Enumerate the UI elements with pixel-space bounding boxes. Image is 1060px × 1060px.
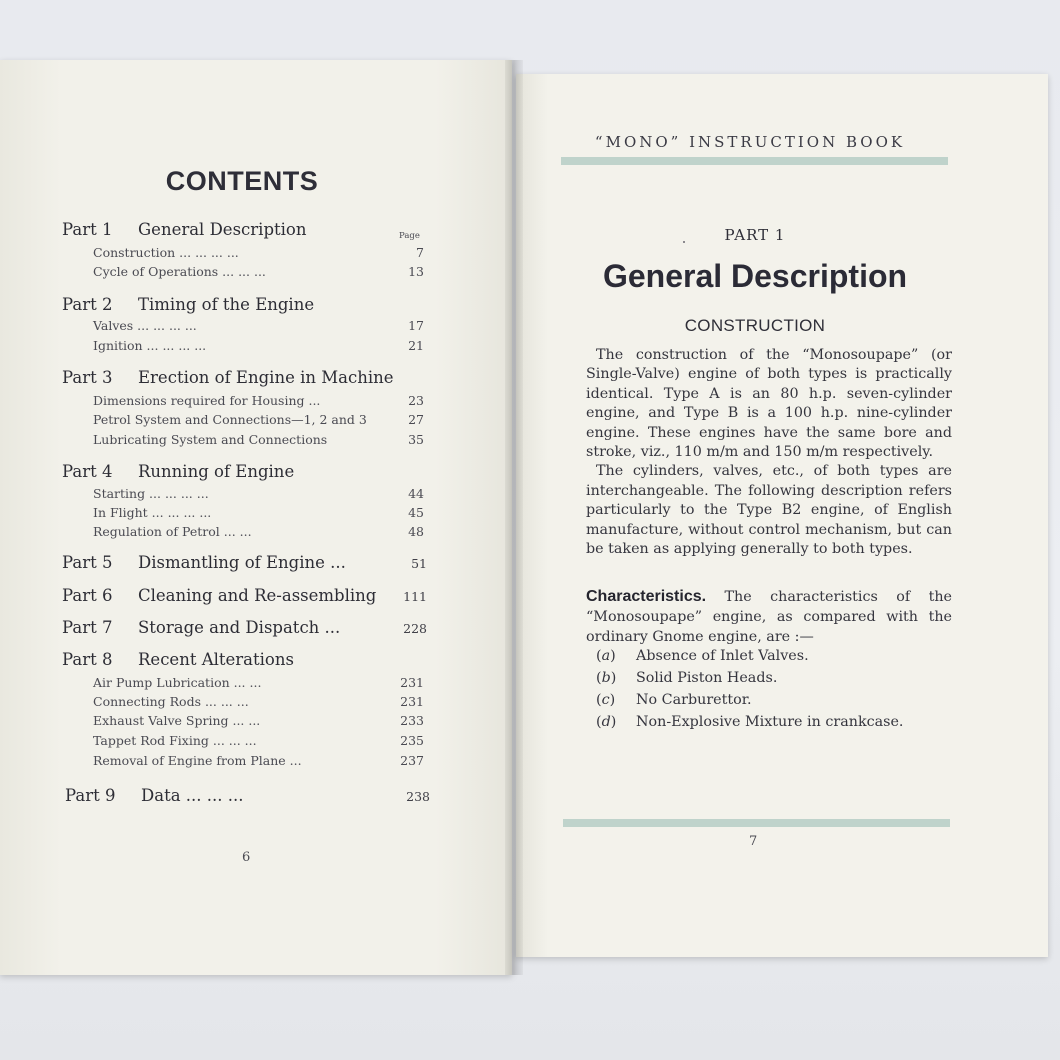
part-title: Dismantling of Engine ... xyxy=(138,553,346,572)
item-page: 35 xyxy=(408,432,424,447)
toc-part-5 xyxy=(62,553,427,577)
part-title: General Description xyxy=(138,220,307,239)
toc-item xyxy=(93,675,424,693)
part-title: Cleaning and Re-assembling xyxy=(138,586,377,605)
toc-item xyxy=(93,412,424,430)
part-number: Part 4 xyxy=(62,462,113,481)
item-page: 23 xyxy=(408,393,424,408)
item-title: Valves ... ... ... ... xyxy=(93,318,197,333)
left-page-number: 6 xyxy=(242,850,251,865)
toc-part-2 xyxy=(62,295,427,319)
toc-item xyxy=(93,264,424,282)
item-title: Ignition ... ... ... ... xyxy=(93,338,207,353)
toc-item xyxy=(93,694,424,712)
toc-item xyxy=(93,393,424,411)
toc-part-3 xyxy=(62,368,427,392)
item-page: 27 xyxy=(408,412,424,427)
part-page: 51 xyxy=(411,556,427,571)
item-title: Removal of Engine from Plane ... xyxy=(93,753,302,768)
item-page: 237 xyxy=(400,753,424,768)
part-number: Part 7 xyxy=(62,618,113,637)
table-of-contents xyxy=(0,0,512,1060)
list-text: No Carburettor. xyxy=(636,692,752,708)
list-item xyxy=(596,714,956,734)
part-number: Part 9 xyxy=(65,786,116,805)
list-item xyxy=(596,692,956,712)
paragraph: The construction of the “Monosoupape” (or Single-Valve) engine of both types is practically identical. Type A is an 80 h.p. seven-cylinder engine, and Type B is a 100 h.p. nine-cylinder engine. These engines have the same bore and stroke, viz., 110 m/m and 150 m/m respectively. xyxy=(586,347,952,461)
running-head: “MONO” INSTRUCTION BOOK xyxy=(594,133,906,151)
part-title: Storage and Dispatch ... xyxy=(138,618,341,637)
item-page: 233 xyxy=(400,713,424,728)
item-page: 44 xyxy=(408,486,424,501)
toc-item xyxy=(93,733,424,751)
item-page: 17 xyxy=(408,318,424,333)
part-number: Part 2 xyxy=(62,295,113,314)
part-number: Part 8 xyxy=(62,650,113,669)
part-title: Erection of Engine in Machine xyxy=(138,368,394,387)
toc-item xyxy=(93,245,424,263)
part-page: 238 xyxy=(406,789,430,804)
part-title: Recent Alterations xyxy=(138,650,294,669)
item-title: Tappet Rod Fixing ... ... ... xyxy=(93,733,257,748)
list-item xyxy=(596,648,956,668)
item-page: 45 xyxy=(408,505,424,520)
part-number: Part 1 xyxy=(62,220,113,239)
body-text xyxy=(586,346,952,559)
list-text: Solid Piston Heads. xyxy=(636,670,778,686)
part-title: Timing of the Engine xyxy=(138,295,315,314)
part-title: Running of Engine xyxy=(138,462,295,481)
characteristics-heading: Characteristics. xyxy=(586,588,707,605)
item-page: 13 xyxy=(408,264,424,279)
toc-item xyxy=(93,753,424,771)
contents-title: CONTENTS xyxy=(165,166,319,196)
page-column-label: Page xyxy=(399,231,420,241)
header-rule xyxy=(561,157,948,165)
chapter-title: General Description xyxy=(602,258,908,294)
footer-rule xyxy=(563,819,950,827)
toc-item xyxy=(93,505,424,523)
part-page: 111 xyxy=(403,589,427,604)
toc-item xyxy=(93,338,424,356)
list-label: (b) xyxy=(596,670,617,686)
list-text: Non-Explosive Mixture in crankcase. xyxy=(636,714,904,730)
item-page: 235 xyxy=(400,733,424,748)
toc-part-7 xyxy=(62,618,427,642)
item-title: In Flight ... ... ... ... xyxy=(93,505,212,520)
item-title: Dimensions required for Housing ... xyxy=(93,393,321,408)
item-title: Starting ... ... ... ... xyxy=(93,486,209,501)
characteristics-intro: The characteristics of the “Monosoupape” engine, as compared with the ordinary Gnome engine, are :— xyxy=(586,589,953,645)
part-number: Part 6 xyxy=(62,586,113,605)
characteristics-paragraph xyxy=(586,587,952,647)
item-title: Air Pump Lubrication ... ... xyxy=(93,675,262,690)
item-title: Cycle of Operations ... ... ... xyxy=(93,264,266,279)
list-label: (d) xyxy=(596,714,617,730)
toc-item xyxy=(93,318,424,336)
part-number: Part 3 xyxy=(62,368,113,387)
list-item xyxy=(596,670,956,690)
section-title: CONSTRUCTION xyxy=(684,316,826,335)
item-page: 231 xyxy=(400,675,424,690)
toc-item xyxy=(93,486,424,504)
item-page: 21 xyxy=(408,338,424,353)
item-title: Petrol System and Connections—1, 2 and 3 xyxy=(93,412,367,427)
toc-part-1 xyxy=(62,220,427,244)
item-title: Connecting Rods ... ... ... xyxy=(93,694,249,709)
list-label: (a) xyxy=(596,648,616,664)
item-title: Exhaust Valve Spring ... ... xyxy=(93,713,261,728)
list-text: Absence of Inlet Valves. xyxy=(636,648,809,664)
toc-item xyxy=(93,713,424,731)
part-page: 228 xyxy=(403,621,427,636)
toc-part-6 xyxy=(62,586,427,610)
toc-part-8 xyxy=(62,650,427,674)
toc-part-4 xyxy=(62,462,427,486)
item-title: Regulation of Petrol ... ... xyxy=(93,524,252,539)
item-page: 48 xyxy=(408,524,424,539)
item-title: Lubricating System and Connections xyxy=(93,432,328,447)
toc-item xyxy=(93,432,424,450)
item-title: Construction ... ... ... ... xyxy=(93,245,239,260)
toc-item xyxy=(93,524,424,542)
right-page-number: 7 xyxy=(749,834,758,849)
paragraph: The cylinders, valves, etc., of both types are interchangeable. The following description refers particularly to the Type B2 engine, of English manufacture, without control mechanism, but can be taken as applying generally to both types. xyxy=(586,463,952,558)
item-page: 231 xyxy=(400,694,424,709)
part-number: Part 5 xyxy=(62,553,113,572)
list-label: (c) xyxy=(596,692,616,708)
toc-part-9 xyxy=(65,786,430,810)
part-label: PART 1 xyxy=(724,226,786,244)
part-title: Data ... ... ... xyxy=(141,786,244,805)
item-page: 7 xyxy=(416,245,424,260)
